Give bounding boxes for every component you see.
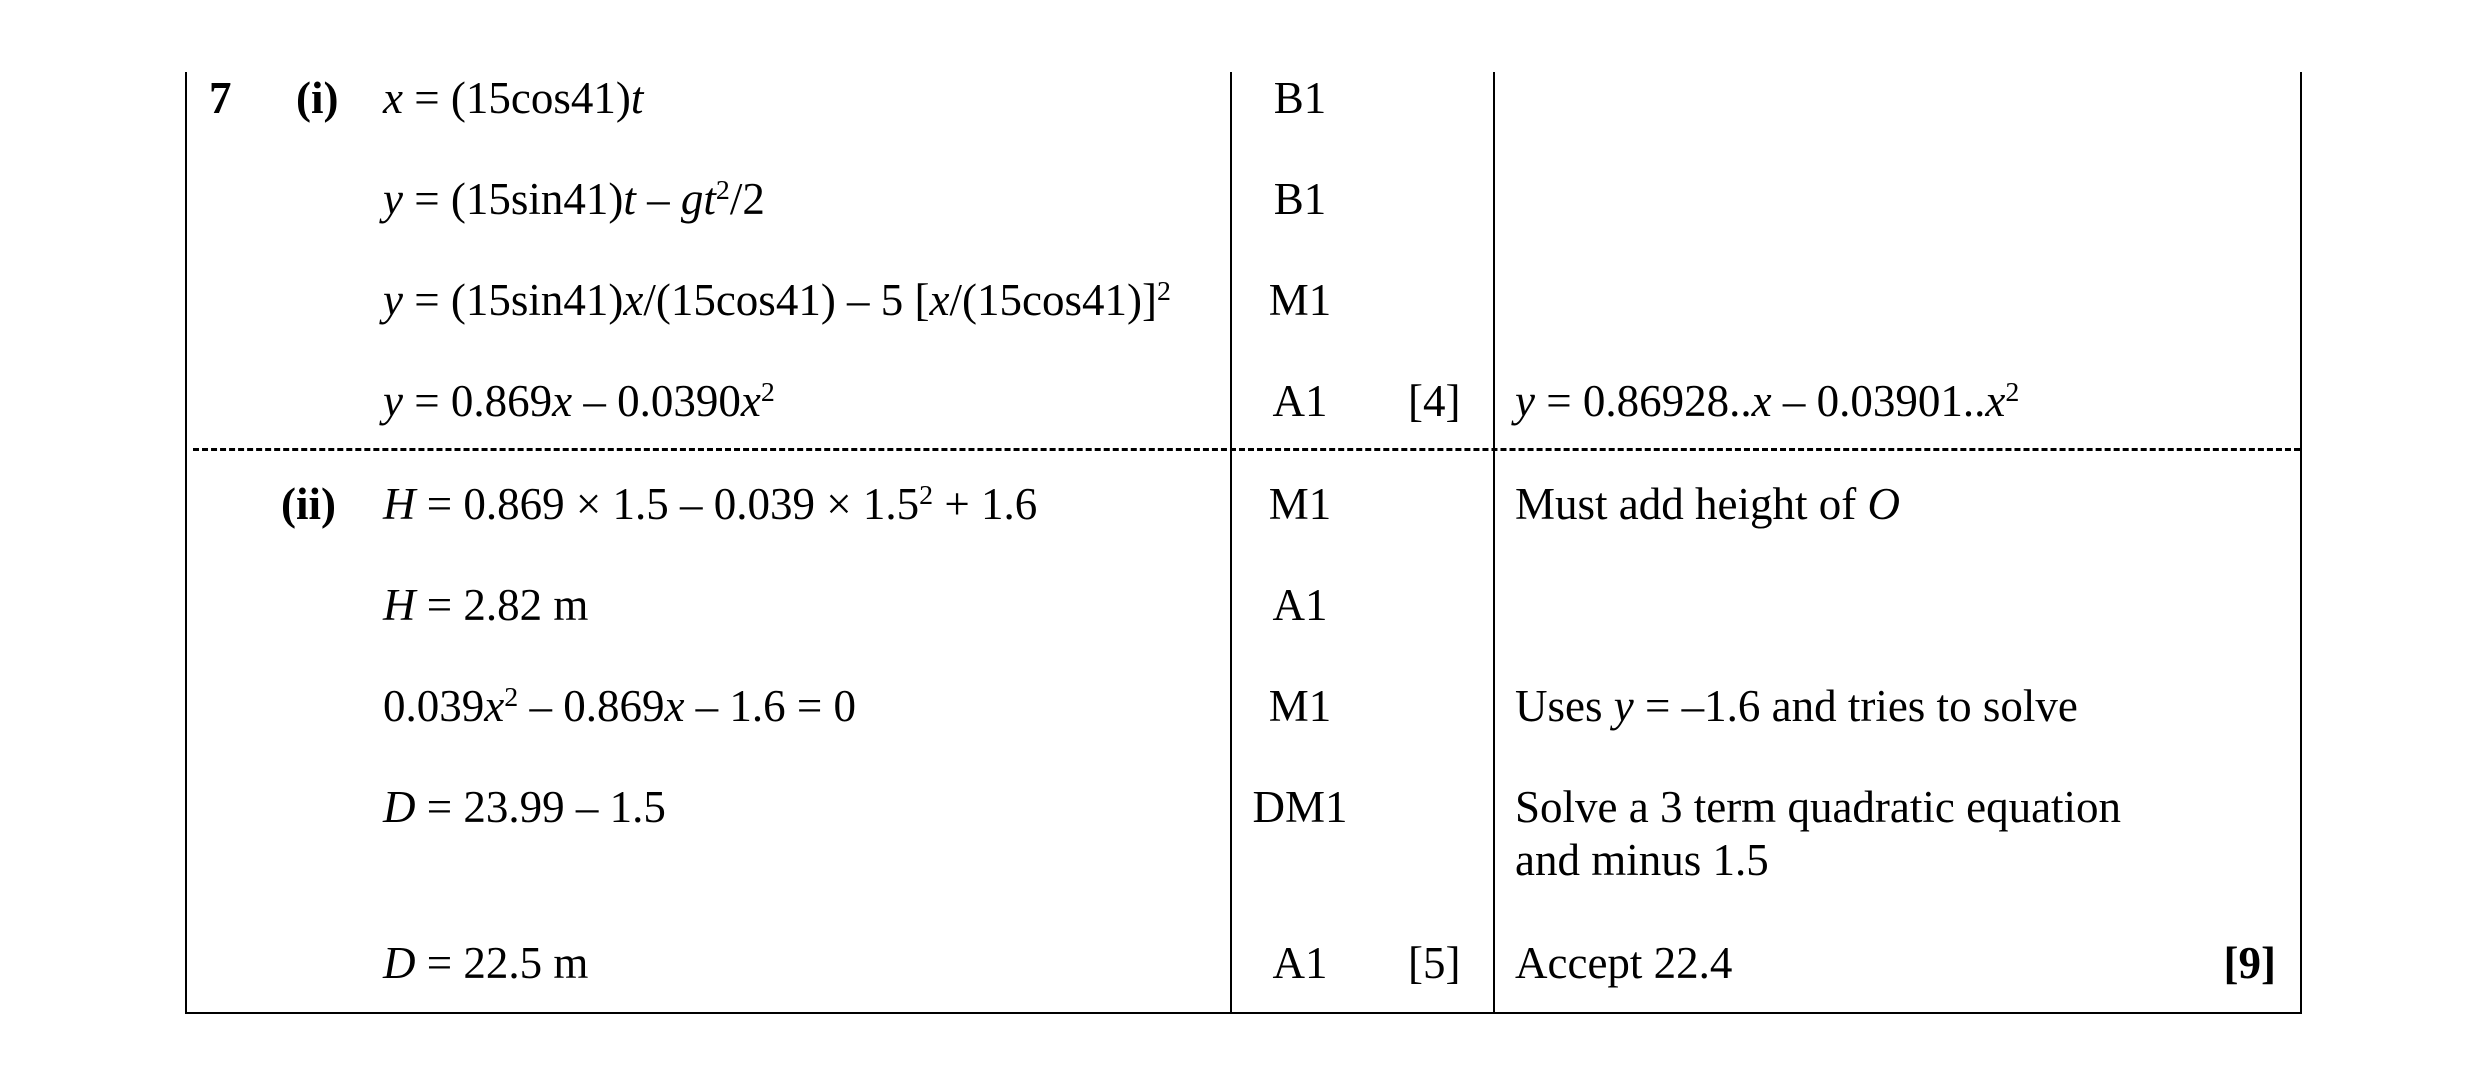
subtotal-ii: [5]	[1408, 938, 1461, 988]
answer-i-3: y = (15sin41)x/(15cos41) – 5 $[x/(15\cos 41)]^2$	[383, 275, 1171, 325]
answer-ii-3: $0.039x^2 - 0.869x - 1.6 = 0$	[383, 681, 857, 731]
answer-i-2: $y = (15\sin 41)t - gt^2/2$	[383, 174, 765, 224]
table-bottom-border	[185, 1012, 2302, 1014]
table-left-border	[185, 72, 187, 1014]
mark-i-2: B1	[1273, 174, 1327, 224]
question-total: [9]	[2223, 938, 2276, 988]
mark-ii-5: A1	[1272, 938, 1328, 988]
note-ii-4-line1: Solve a 3 term quadratic equation	[1515, 782, 2122, 832]
answer-i-1: x = (15cos41)t	[383, 73, 644, 123]
answer-ii-4: D = 23.99 – 1.5	[383, 782, 666, 832]
part-label-ii: (ii)	[281, 479, 336, 529]
note-ii-1: Must add height of O	[1515, 479, 1900, 529]
mark-ii-3: M1	[1268, 681, 1332, 731]
answer-ii-2: H = 2.82 m	[383, 580, 589, 630]
mark-i-1: B1	[1273, 73, 1327, 123]
note-ii-5: Accept 22.4	[1515, 938, 1733, 988]
table-divider-marks-notes	[1493, 72, 1495, 1014]
subtotal-i: [4]	[1408, 376, 1461, 426]
table-divider-answer-marks	[1230, 72, 1232, 1014]
answer-i-4: $y = 0.869x - 0.0390x^2$	[383, 376, 775, 426]
mark-ii-1: M1	[1268, 479, 1332, 529]
note-ii-3: Uses y = –1.6 and tries to solve	[1515, 681, 2078, 731]
table-right-border	[2300, 72, 2302, 1014]
mark-i-4: A1	[1272, 376, 1328, 426]
part-separator-dashed-line	[193, 448, 2300, 451]
mark-ii-2: A1	[1272, 580, 1328, 630]
mark-i-3: M1	[1268, 275, 1332, 325]
note-ii-4-line2: and minus 1.5	[1515, 835, 1769, 885]
answer-ii-1: $H = 0.869 \times 1.5 - 0.039 \times 1.5^2 + 1.6$	[383, 479, 1038, 529]
question-number: 7	[209, 73, 232, 123]
note-i-4: $y = 0.86928..x - 0.03901..x^2$	[1515, 376, 2020, 426]
answer-ii-5: D = 22.5 m	[383, 938, 589, 988]
part-label-i: (i)	[296, 73, 339, 123]
mark-ii-4: DM1	[1252, 782, 1348, 832]
